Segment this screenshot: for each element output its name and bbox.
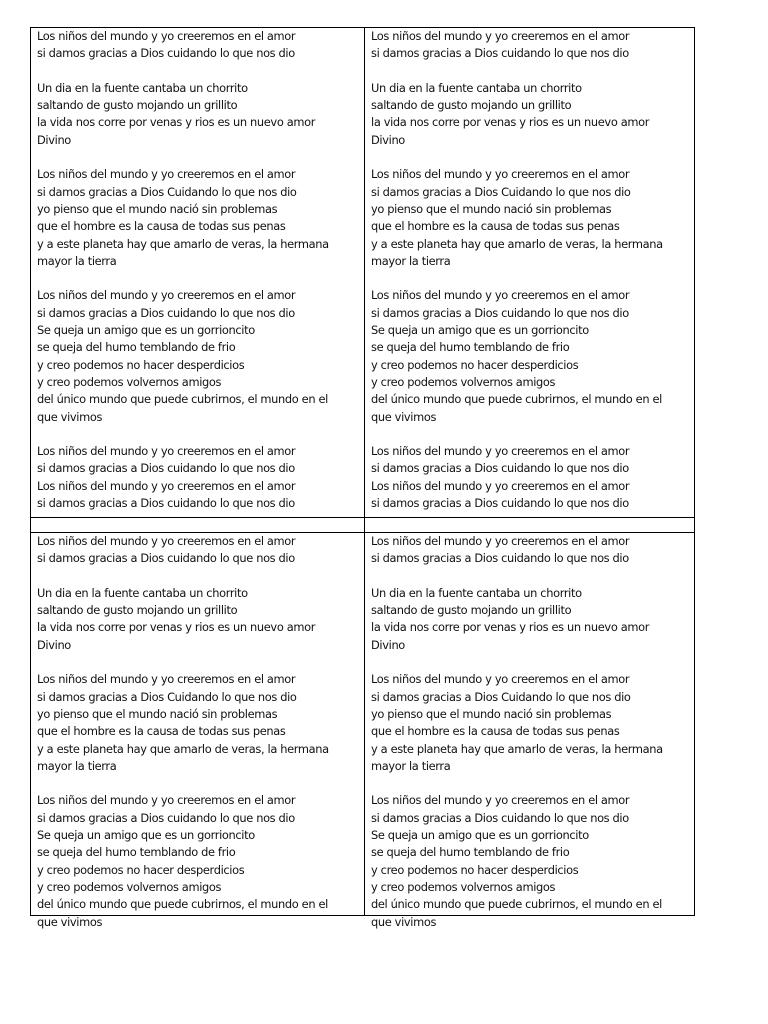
lyrics-line: Un dia en la fuente cantaba un chorrito xyxy=(371,585,582,600)
lyrics-line: se queja del humo temblando de frio xyxy=(37,340,236,355)
lyrics-line: Los niños del mundo y yo creeremos en el amor xyxy=(37,534,296,548)
lyrics-stanza xyxy=(371,28,690,63)
lyrics-line: si damos gracias a Dios cuidando lo que nos dio xyxy=(371,46,629,61)
lyrics-line: la vida nos corre por venas y rios es un nuevo amor xyxy=(37,115,316,130)
lyrics-stanza xyxy=(37,287,360,425)
lyrics-line: Divino xyxy=(37,637,71,652)
lyrics-line: Los niños del mundo y yo creeremos en el amor xyxy=(37,167,296,182)
lyrics-line: Los niños del mundo y yo creeremos en el amor xyxy=(371,672,630,687)
lyrics-line: Se queja un amigo que es un gorrioncito xyxy=(37,828,255,843)
lyrics-line: se queja del humo temblando de frio xyxy=(371,845,570,860)
lyrics-line: Un dia en la fuente cantaba un chorrito xyxy=(371,80,582,95)
lyrics-line: si damos gracias a Dios Cuidando lo que nos dio xyxy=(37,184,297,199)
lyrics-line: que el hombre es la causa de todas sus penas xyxy=(371,724,620,739)
lyrics-line: si damos gracias a Dios cuidando lo que nos dio xyxy=(371,810,629,825)
lyrics-line: saltando de gusto mojando un grillito xyxy=(371,603,572,618)
lyrics-cell xyxy=(31,28,365,518)
lyrics-line: que vivimos xyxy=(37,409,103,424)
lyrics-line: Se queja un amigo que es un gorrioncito xyxy=(371,828,589,843)
lyrics-line: saltando de gusto mojando un grillito xyxy=(37,98,238,113)
lyrics-line: se queja del humo temblando de frio xyxy=(371,340,570,355)
lyrics-line: si damos gracias a Dios cuidando lo que nos dio xyxy=(371,551,629,566)
lyrics-line: Divino xyxy=(37,132,71,147)
lyrics-stanza xyxy=(371,287,690,425)
lyrics-line: y creo podemos no hacer desperdicios xyxy=(37,357,245,372)
empty-cell xyxy=(31,518,365,533)
lyrics-stanza xyxy=(37,80,360,149)
lyrics-line: y creo podemos volvernos amigos xyxy=(37,374,222,389)
lyrics-line: y creo podemos no hacer desperdicios xyxy=(37,862,245,877)
lyrics-line: si damos gracias a Dios cuidando lo que nos dio xyxy=(371,461,629,476)
lyrics-stanza xyxy=(37,166,360,270)
lyrics-stanza xyxy=(371,792,690,930)
lyrics-line: yo pienso que el mundo nació sin problemas xyxy=(37,201,278,216)
lyrics-line: si damos gracias a Dios Cuidando lo que nos dio xyxy=(371,689,631,704)
lyrics-line: Un dia en la fuente cantaba un chorrito xyxy=(37,80,248,95)
lyrics-line: la vida nos corre por venas y rios es un nuevo amor xyxy=(37,620,316,635)
lyrics-line: yo pienso que el mundo nació sin problemas xyxy=(371,706,612,721)
lyrics-line: y creo podemos volvernos amigos xyxy=(37,879,222,894)
lyrics-grid xyxy=(30,27,695,929)
lyrics-line: Los niños del mundo y yo creeremos en el amor xyxy=(371,444,630,459)
lyrics-line: Los niños del mundo y yo creeremos en el amor xyxy=(371,793,630,808)
lyrics-line: y a este planeta hay que amarlo de veras, la hermana xyxy=(371,236,663,251)
lyrics-line: si damos gracias a Dios Cuidando lo que nos dio xyxy=(371,184,631,199)
lyrics-line: del único mundo que puede cubrirnos, el mundo en el xyxy=(371,392,662,407)
lyrics-line: Los niños del mundo y yo creeremos en el amor xyxy=(37,793,296,808)
lyrics-stanza xyxy=(37,28,360,63)
lyrics-line: Un dia en la fuente cantaba un chorrito xyxy=(37,585,248,600)
lyrics-line: del único mundo que puede cubrirnos, el mundo en el xyxy=(37,897,328,912)
lyrics-line: y creo podemos no hacer desperdicios xyxy=(371,357,579,372)
lyrics-line: Divino xyxy=(371,637,405,652)
lyrics-line: saltando de gusto mojando un grillito xyxy=(371,98,572,113)
lyrics-line: Los niños del mundo y yo creeremos en el amor xyxy=(371,29,630,43)
lyrics-line: si damos gracias a Dios Cuidando lo que nos dio xyxy=(37,689,297,704)
lyrics-line: y a este planeta hay que amarlo de veras, la hermana xyxy=(37,236,329,251)
lyrics-stanza xyxy=(37,585,360,654)
lyrics-line: si damos gracias a Dios cuidando lo que nos dio xyxy=(37,810,295,825)
lyrics-line: saltando de gusto mojando un grillito xyxy=(37,603,238,618)
lyrics-line: si damos gracias a Dios cuidando lo que nos dio xyxy=(37,46,295,61)
lyrics-cell xyxy=(31,533,365,929)
lyrics-stanza xyxy=(371,80,690,149)
lyrics-line: si damos gracias a Dios cuidando lo que nos dio xyxy=(37,496,295,511)
lyrics-line: mayor la tierra xyxy=(371,253,451,268)
lyrics-stanza xyxy=(37,792,360,930)
lyrics-stanza xyxy=(371,585,690,654)
lyrics-line: que vivimos xyxy=(37,914,103,929)
lyrics-line: la vida nos corre por venas y rios es un nuevo amor xyxy=(371,115,650,130)
lyrics-line: si damos gracias a Dios cuidando lo que nos dio xyxy=(37,551,295,566)
lyrics-line: Los niños del mundo y yo creeremos en el amor xyxy=(37,288,296,303)
lyrics-line: yo pienso que el mundo nació sin problemas xyxy=(371,201,612,216)
lyrics-line: Los niños del mundo y yo creeremos en el amor xyxy=(371,288,630,303)
lyrics-line: que el hombre es la causa de todas sus penas xyxy=(37,219,286,234)
lyrics-line: yo pienso que el mundo nació sin problemas xyxy=(37,706,278,721)
lyrics-line: que el hombre es la causa de todas sus penas xyxy=(371,219,620,234)
lyrics-line: Los niños del mundo y yo creeremos en el amor xyxy=(371,478,630,493)
lyrics-line: si damos gracias a Dios cuidando lo que nos dio xyxy=(37,461,295,476)
lyrics-line: y creo podemos no hacer desperdicios xyxy=(371,862,579,877)
lyrics-line: la vida nos corre por venas y rios es un nuevo amor xyxy=(371,620,650,635)
lyrics-stanza xyxy=(371,443,690,512)
lyrics-line: y creo podemos volvernos amigos xyxy=(371,374,556,389)
lyrics-cell xyxy=(365,28,695,518)
lyrics-line: Los niños del mundo y yo creeremos en el amor xyxy=(37,29,296,43)
lyrics-line: que vivimos xyxy=(371,409,437,424)
lyrics-line: mayor la tierra xyxy=(37,253,117,268)
lyrics-line: y a este planeta hay que amarlo de veras, la hermana xyxy=(371,741,663,756)
lyrics-line: que vivimos xyxy=(371,914,437,929)
lyrics-line: Los niños del mundo y yo creeremos en el amor xyxy=(37,444,296,459)
lyrics-line: Divino xyxy=(371,132,405,147)
lyrics-line: si damos gracias a Dios cuidando lo que nos dio xyxy=(371,305,629,320)
lyrics-line: Los niños del mundo y yo creeremos en el amor xyxy=(371,167,630,182)
lyrics-stanza xyxy=(371,671,690,775)
lyrics-line: si damos gracias a Dios cuidando lo que nos dio xyxy=(37,305,295,320)
lyrics-line: y creo podemos volvernos amigos xyxy=(371,879,556,894)
lyrics-line: y a este planeta hay que amarlo de veras, la hermana xyxy=(37,741,329,756)
lyrics-stanza xyxy=(37,533,360,568)
lyrics-stanza xyxy=(371,166,690,270)
lyrics-line: del único mundo que puede cubrirnos, el mundo en el xyxy=(371,897,662,912)
lyrics-line: que el hombre es la causa de todas sus penas xyxy=(37,724,286,739)
lyrics-line: Los niños del mundo y yo creeremos en el amor xyxy=(37,478,296,493)
lyrics-stanza xyxy=(37,671,360,775)
lyrics-line: Se queja un amigo que es un gorrioncito xyxy=(37,323,255,338)
lyrics-line: Los niños del mundo y yo creeremos en el amor xyxy=(37,672,296,687)
lyrics-line: Los niños del mundo y yo creeremos en el amor xyxy=(371,534,630,548)
lyrics-stanza xyxy=(371,533,690,568)
empty-cell xyxy=(365,518,695,533)
lyrics-cell xyxy=(365,533,695,929)
lyrics-line: se queja del humo temblando de frio xyxy=(37,845,236,860)
lyrics-line: Se queja un amigo que es un gorrioncito xyxy=(371,323,589,338)
lyrics-line: mayor la tierra xyxy=(37,758,117,773)
lyrics-line: si damos gracias a Dios cuidando lo que nos dio xyxy=(371,496,629,511)
lyrics-line: mayor la tierra xyxy=(371,758,451,773)
lyrics-stanza xyxy=(37,443,360,512)
lyrics-line: del único mundo que puede cubrirnos, el mundo en el xyxy=(37,392,328,407)
